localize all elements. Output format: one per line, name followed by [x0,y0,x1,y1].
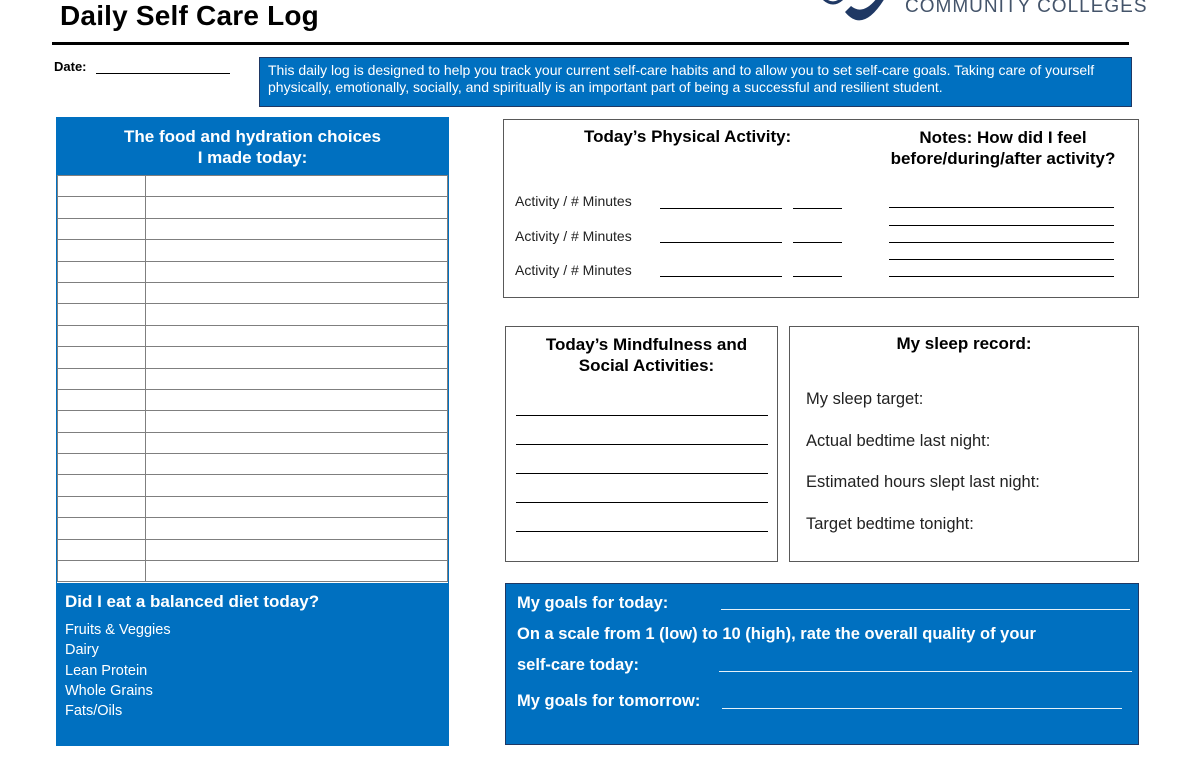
food-choice-cell[interactable] [146,539,448,560]
notes-title-line1: Notes: How did I feel [919,128,1087,147]
food-choice-cell[interactable] [146,304,448,325]
food-time-cell[interactable] [58,282,146,303]
activity-minutes-field[interactable] [793,208,842,209]
activity-name-field[interactable] [660,276,782,277]
table-row [58,389,448,410]
table-row [58,240,448,261]
mindfulness-title [506,334,777,376]
food-time-cell[interactable] [58,304,146,325]
mindfulness-field[interactable] [516,444,768,445]
food-time-cell[interactable] [58,240,146,261]
goals-tomorrow-label: My goals for tomorrow: [517,692,701,710]
activity-name-field[interactable] [660,208,782,209]
mindfulness-panel [505,326,778,562]
table-row [58,325,448,346]
food-choice-cell[interactable] [146,561,448,582]
balanced-diet-section [57,583,448,745]
notes-title [880,127,1126,169]
table-row [58,197,448,218]
table-row [58,561,448,582]
table-row [58,176,448,197]
food-time-cell[interactable] [58,475,146,496]
activity-minutes-field[interactable] [793,276,842,277]
activity-minutes-field[interactable] [793,242,842,243]
sleep-target-label: My sleep target: [806,390,924,408]
mindfulness-title-line2: Social Activities: [578,356,715,375]
sleep-record-title: My sleep record: [896,334,1032,353]
table-row [58,218,448,239]
logo-text: COMMUNITY COLLEGES [905,0,1148,17]
mindfulness-field[interactable] [516,502,768,503]
notes-field[interactable] [889,242,1114,243]
food-choice-cell[interactable] [146,432,448,453]
table-row [58,282,448,303]
activity-label: Activity / # Minutes [515,193,632,209]
date-field[interactable] [96,73,230,74]
table-row [58,496,448,517]
food-choice-cell[interactable] [146,325,448,346]
table-row [58,411,448,432]
food-time-cell[interactable] [58,368,146,389]
food-time-cell[interactable] [58,432,146,453]
food-time-cell[interactable] [58,261,146,282]
activity-label: Activity / # Minutes [515,262,632,278]
notes-field[interactable] [889,276,1114,277]
food-log-table [57,175,448,582]
college-logo-icon [815,0,895,24]
food-choice-cell[interactable] [146,176,448,197]
physical-activity-panel [503,119,1139,298]
notes-field[interactable] [889,207,1114,208]
table-row [58,454,448,475]
food-time-cell[interactable] [58,325,146,346]
food-choice-cell[interactable] [146,282,448,303]
mindfulness-field[interactable] [516,531,768,532]
food-choice-cell[interactable] [146,475,448,496]
diet-item: Fruits & Veggies [65,622,171,638]
food-time-cell[interactable] [58,197,146,218]
bedtime-last-night-label: Actual bedtime last night: [806,432,991,450]
food-time-cell[interactable] [58,518,146,539]
food-panel-header [57,118,448,175]
diet-item: Whole Grains [65,682,153,699]
food-panel [56,117,449,746]
notes-title-line2: before/during/after activity? [890,149,1116,168]
food-choice-cell[interactable] [146,347,448,368]
sleep-record-panel [789,326,1139,562]
goals-tomorrow-field[interactable] [722,708,1122,709]
notes-field[interactable] [889,225,1114,226]
food-time-cell[interactable] [58,454,146,475]
food-choice-cell[interactable] [146,518,448,539]
mindfulness-field[interactable] [516,473,768,474]
food-time-cell[interactable] [58,561,146,582]
activity-label: Activity / # Minutes [515,228,632,244]
food-choice-cell[interactable] [146,218,448,239]
food-time-cell[interactable] [58,539,146,560]
target-bedtime-label: Target bedtime tonight: [806,515,974,533]
table-row [58,475,448,496]
food-time-cell[interactable] [58,176,146,197]
food-header-line2: I made today: [197,148,308,167]
diet-item: Fats/Oils [65,703,123,720]
date-label: Date: [54,59,87,74]
food-time-cell[interactable] [58,496,146,517]
goals-today-label: My goals for today: [517,594,669,612]
food-choice-cell[interactable] [146,454,448,475]
activity-name-field[interactable] [660,242,782,243]
rate-quality-label: On a scale from 1 (low) to 10 (high), rate the overall quality of your [517,625,1036,643]
food-time-cell[interactable] [58,389,146,410]
goals-panel [505,583,1139,745]
food-choice-cell[interactable] [146,496,448,517]
food-choice-cell[interactable] [146,389,448,410]
table-row [58,518,448,539]
food-choice-cell[interactable] [146,411,448,432]
intro-banner: This daily log is designed to help you track your current self-care habits and to allow you to set self-care goals. Taking care of yourself physically, emotionally, socially, and spiritually is an important part of being a successful and resilient student. [259,57,1132,107]
mindfulness-title-line1: Today’s Mindfulness and [545,335,748,354]
notes-field[interactable] [889,259,1114,260]
table-row [58,539,448,560]
table-row [58,261,448,282]
mindfulness-field[interactable] [516,415,768,416]
food-time-cell[interactable] [58,218,146,239]
physical-activity-title: Today’s Physical Activity: [584,127,792,146]
diet-item: Lean Protein [65,662,148,679]
diet-title: Did I eat a balanced diet today? [65,592,320,611]
food-choice-cell[interactable] [146,261,448,282]
food-time-cell[interactable] [58,411,146,432]
rate-quality-label-cont: self-care today: [517,656,639,674]
table-row [58,432,448,453]
table-row [58,347,448,368]
food-choice-cell[interactable] [146,368,448,389]
title-rule [52,42,1129,45]
food-choice-cell[interactable] [146,197,448,218]
hours-slept-label: Estimated hours slept last night: [806,473,1040,491]
food-choice-cell[interactable] [146,240,448,261]
table-row [58,304,448,325]
rate-quality-field[interactable] [719,671,1132,672]
page-title: Daily Self Care Log [60,0,319,31]
table-row [58,368,448,389]
goals-today-field[interactable] [721,609,1130,610]
diet-item: Dairy [65,642,99,659]
food-time-cell[interactable] [58,347,146,368]
food-header-line1: The food and hydration choices [124,127,381,146]
